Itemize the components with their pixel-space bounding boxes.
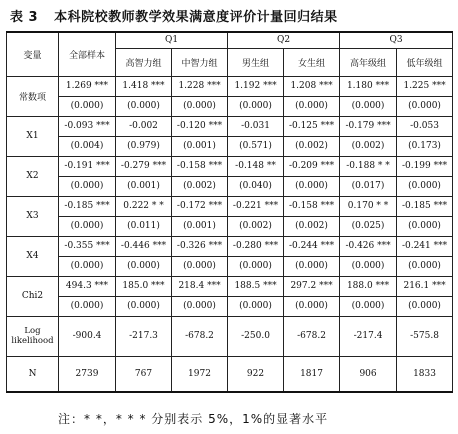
table-row — [7, 76, 453, 116]
p-value: (0.000) — [172, 96, 227, 116]
p-value: (0.000) — [228, 256, 283, 276]
coefficient-value: 185.0 *** — [122, 280, 165, 291]
p-value: (0.000) — [397, 176, 452, 196]
coefficient-value: 0.170 * * — [347, 200, 389, 211]
p-value: (0.000) — [172, 256, 227, 276]
estimate-cell — [340, 156, 397, 196]
p-value: (0.000) — [397, 256, 452, 276]
estimate-cell — [397, 276, 453, 316]
p-value: (0.000) — [59, 256, 115, 276]
p-value: (0.017) — [340, 176, 396, 196]
coefficient-value: 1.180 *** — [346, 80, 390, 91]
row-label: X3 — [7, 196, 59, 236]
estimate-cell — [284, 156, 340, 196]
table-row — [7, 236, 453, 276]
estimate-cell — [116, 76, 172, 116]
estimate-cell — [340, 196, 397, 236]
table-title — [10, 6, 450, 26]
estimate-cell — [228, 276, 284, 316]
row-label: Chi2 — [7, 276, 59, 316]
coefficient-value: -0.125 *** — [288, 120, 335, 131]
table-row — [7, 116, 453, 156]
coefficient-value: -0.244 *** — [288, 240, 335, 251]
coefficient-value: -0.185 *** — [64, 200, 110, 211]
n-value: 2739 — [59, 356, 116, 392]
coefficient-value: -0.209 *** — [288, 160, 335, 171]
coefficient-value: 0.222 * * — [123, 200, 164, 211]
estimate-cell — [284, 116, 340, 156]
coefficient-value: -0.053 — [410, 120, 439, 131]
p-value: (0.000) — [116, 296, 171, 316]
table-row — [7, 196, 453, 236]
loglik-value: -250.0 — [228, 316, 284, 356]
p-value: (0.002) — [340, 136, 396, 156]
p-value: (0.001) — [172, 136, 227, 156]
estimate-cell — [172, 276, 228, 316]
estimate-cell — [228, 196, 284, 236]
p-value: (0.571) — [228, 136, 283, 156]
p-value: (0.000) — [284, 256, 339, 276]
coefficient-value: -0.188 * * — [346, 160, 390, 171]
p-value: (0.000) — [172, 296, 227, 316]
coefficient-value: -0.279 *** — [120, 160, 167, 171]
p-value: (0.000) — [284, 296, 339, 316]
estimate-cell — [340, 116, 397, 156]
header-variable: 变量 — [7, 32, 59, 76]
p-value: (0.000) — [59, 96, 115, 116]
p-value: (0.000) — [397, 296, 452, 316]
n-value: 1817 — [284, 356, 340, 392]
n-value: 1972 — [172, 356, 228, 392]
table-note: 注：* *，* * * 分别表示 5%，1%的显著水平 — [58, 412, 329, 426]
table-caption: 本科院校教师教学效果满意度评价计量回归结果 — [54, 10, 338, 25]
estimate-cell — [59, 76, 116, 116]
header-group-q2: Q2 — [228, 32, 340, 48]
coefficient-value: 188.0 *** — [346, 280, 390, 291]
table-row — [7, 276, 453, 316]
coefficient-value: -0.031 — [241, 120, 270, 131]
estimate-cell — [284, 196, 340, 236]
header-full-sample: 全部样本 — [59, 32, 116, 76]
table-row — [7, 156, 453, 196]
coefficient-value: -0.199 *** — [401, 160, 448, 171]
estimate-cell — [59, 196, 116, 236]
header-subgroup: 高年级组 — [340, 48, 397, 76]
estimate-cell — [228, 156, 284, 196]
estimate-cell — [172, 116, 228, 156]
p-value: (0.000) — [284, 176, 339, 196]
estimate-cell — [284, 276, 340, 316]
coefficient-value: -0.158 *** — [176, 160, 223, 171]
coefficient-value: 1.192 *** — [234, 80, 277, 91]
estimate-cell — [397, 236, 453, 276]
estimate-cell — [397, 196, 453, 236]
coefficient-value: -0.179 *** — [345, 120, 391, 131]
coefficient-value: 188.5 *** — [234, 280, 277, 291]
coefficient-value: -0.185 *** — [401, 200, 448, 211]
coefficient-value: 1.208 *** — [290, 80, 333, 91]
coefficient-value: -0.158 *** — [288, 200, 335, 211]
table-number: 表 3 — [10, 10, 39, 25]
p-value: (0.000) — [340, 256, 396, 276]
row-label: 常数项 — [7, 76, 59, 116]
p-value: (0.000) — [116, 256, 171, 276]
n-value: 906 — [340, 356, 397, 392]
p-value: (0.000) — [340, 296, 396, 316]
loglik-value: -678.2 — [172, 316, 228, 356]
p-value: (0.002) — [284, 216, 339, 236]
p-value: (0.000) — [284, 96, 339, 116]
estimate-cell — [116, 156, 172, 196]
coefficient-value: 1.418 *** — [122, 80, 165, 91]
p-value: (0.002) — [228, 216, 283, 236]
loglik-value: -217.4 — [340, 316, 397, 356]
p-value: (0.000) — [228, 296, 283, 316]
p-value: (0.000) — [228, 96, 283, 116]
estimate-cell — [397, 76, 453, 116]
header-subgroup: 女生组 — [284, 48, 340, 76]
estimate-cell — [59, 156, 116, 196]
header-subgroup: 高智力组 — [116, 48, 172, 76]
header-subgroup: 男生组 — [228, 48, 284, 76]
p-value: (0.173) — [397, 136, 452, 156]
coefficient-value: -0.355 *** — [64, 240, 110, 251]
estimate-cell — [228, 76, 284, 116]
coefficient-value: -0.221 *** — [232, 200, 279, 211]
n-label: N — [7, 356, 59, 392]
row-label: X2 — [7, 156, 59, 196]
p-value: (0.040) — [228, 176, 283, 196]
coefficient-value: 218.4 *** — [178, 280, 221, 291]
n-value: 767 — [116, 356, 172, 392]
estimate-cell — [116, 236, 172, 276]
estimate-cell — [228, 236, 284, 276]
regression-table — [6, 31, 453, 393]
loglik-label: Log likelihood — [7, 316, 59, 356]
coefficient-value: -0.426 *** — [345, 240, 391, 251]
p-value: (0.002) — [172, 176, 227, 196]
coefficient-value: -0.172 *** — [176, 200, 223, 211]
header-subgroup: 低年级组 — [397, 48, 453, 76]
p-value: (0.979) — [116, 136, 171, 156]
coefficient-value: -0.191 *** — [64, 160, 110, 171]
estimate-cell — [59, 276, 116, 316]
p-value: (0.000) — [397, 96, 452, 116]
estimate-cell — [397, 156, 453, 196]
coefficient-value: 1.225 *** — [403, 80, 446, 91]
p-value: (0.025) — [340, 216, 396, 236]
estimate-cell — [172, 236, 228, 276]
coefficient-value: 1.269 *** — [65, 80, 109, 91]
coefficient-value: 216.1 *** — [403, 280, 446, 291]
n-value: 922 — [228, 356, 284, 392]
coefficient-value: 494.3 *** — [65, 280, 109, 291]
estimate-cell — [340, 276, 397, 316]
coefficient-value: -0.002 — [129, 120, 158, 131]
loglik-value: -900.4 — [59, 316, 116, 356]
coefficient-value: -0.093 *** — [64, 120, 110, 131]
p-value: (0.002) — [284, 136, 339, 156]
coefficient-value: 1.228 *** — [178, 80, 221, 91]
header-subgroup: 中智力组 — [172, 48, 228, 76]
estimate-cell — [340, 76, 397, 116]
coefficient-value: -0.241 *** — [401, 240, 448, 251]
p-value: (0.000) — [59, 176, 115, 196]
p-value: (0.001) — [172, 216, 227, 236]
header-group-q3: Q3 — [340, 32, 453, 48]
coefficient-value: -0.148 ** — [235, 160, 276, 171]
loglik-value: -217.3 — [116, 316, 172, 356]
p-value: (0.000) — [59, 216, 115, 236]
estimate-cell — [397, 116, 453, 156]
n-value: 1833 — [397, 356, 453, 392]
coefficient-value: -0.280 *** — [232, 240, 279, 251]
estimate-cell — [172, 156, 228, 196]
p-value: (0.000) — [397, 216, 452, 236]
coefficient-value: -0.120 *** — [176, 120, 223, 131]
estimate-cell — [59, 116, 116, 156]
p-value: (0.000) — [340, 96, 396, 116]
p-value: (0.004) — [59, 136, 115, 156]
p-value: (0.001) — [116, 176, 171, 196]
header-group-q1: Q1 — [116, 32, 228, 48]
estimate-cell — [59, 236, 116, 276]
p-value: (0.000) — [59, 296, 115, 316]
estimate-cell — [172, 196, 228, 236]
estimate-cell — [116, 116, 172, 156]
estimate-cell — [284, 76, 340, 116]
estimate-cell — [172, 76, 228, 116]
row-label: X1 — [7, 116, 59, 156]
estimate-cell — [228, 116, 284, 156]
estimate-cell — [284, 236, 340, 276]
estimate-cell — [340, 236, 397, 276]
estimate-cell — [116, 276, 172, 316]
coefficient-value: -0.446 *** — [120, 240, 167, 251]
coefficient-value: 297.2 *** — [290, 280, 333, 291]
p-value: (0.000) — [116, 96, 171, 116]
p-value: (0.011) — [116, 216, 171, 236]
coefficient-value: -0.326 *** — [176, 240, 223, 251]
loglik-value: -678.2 — [284, 316, 340, 356]
loglik-value: -575.8 — [397, 316, 453, 356]
row-label: X4 — [7, 236, 59, 276]
estimate-cell — [116, 196, 172, 236]
